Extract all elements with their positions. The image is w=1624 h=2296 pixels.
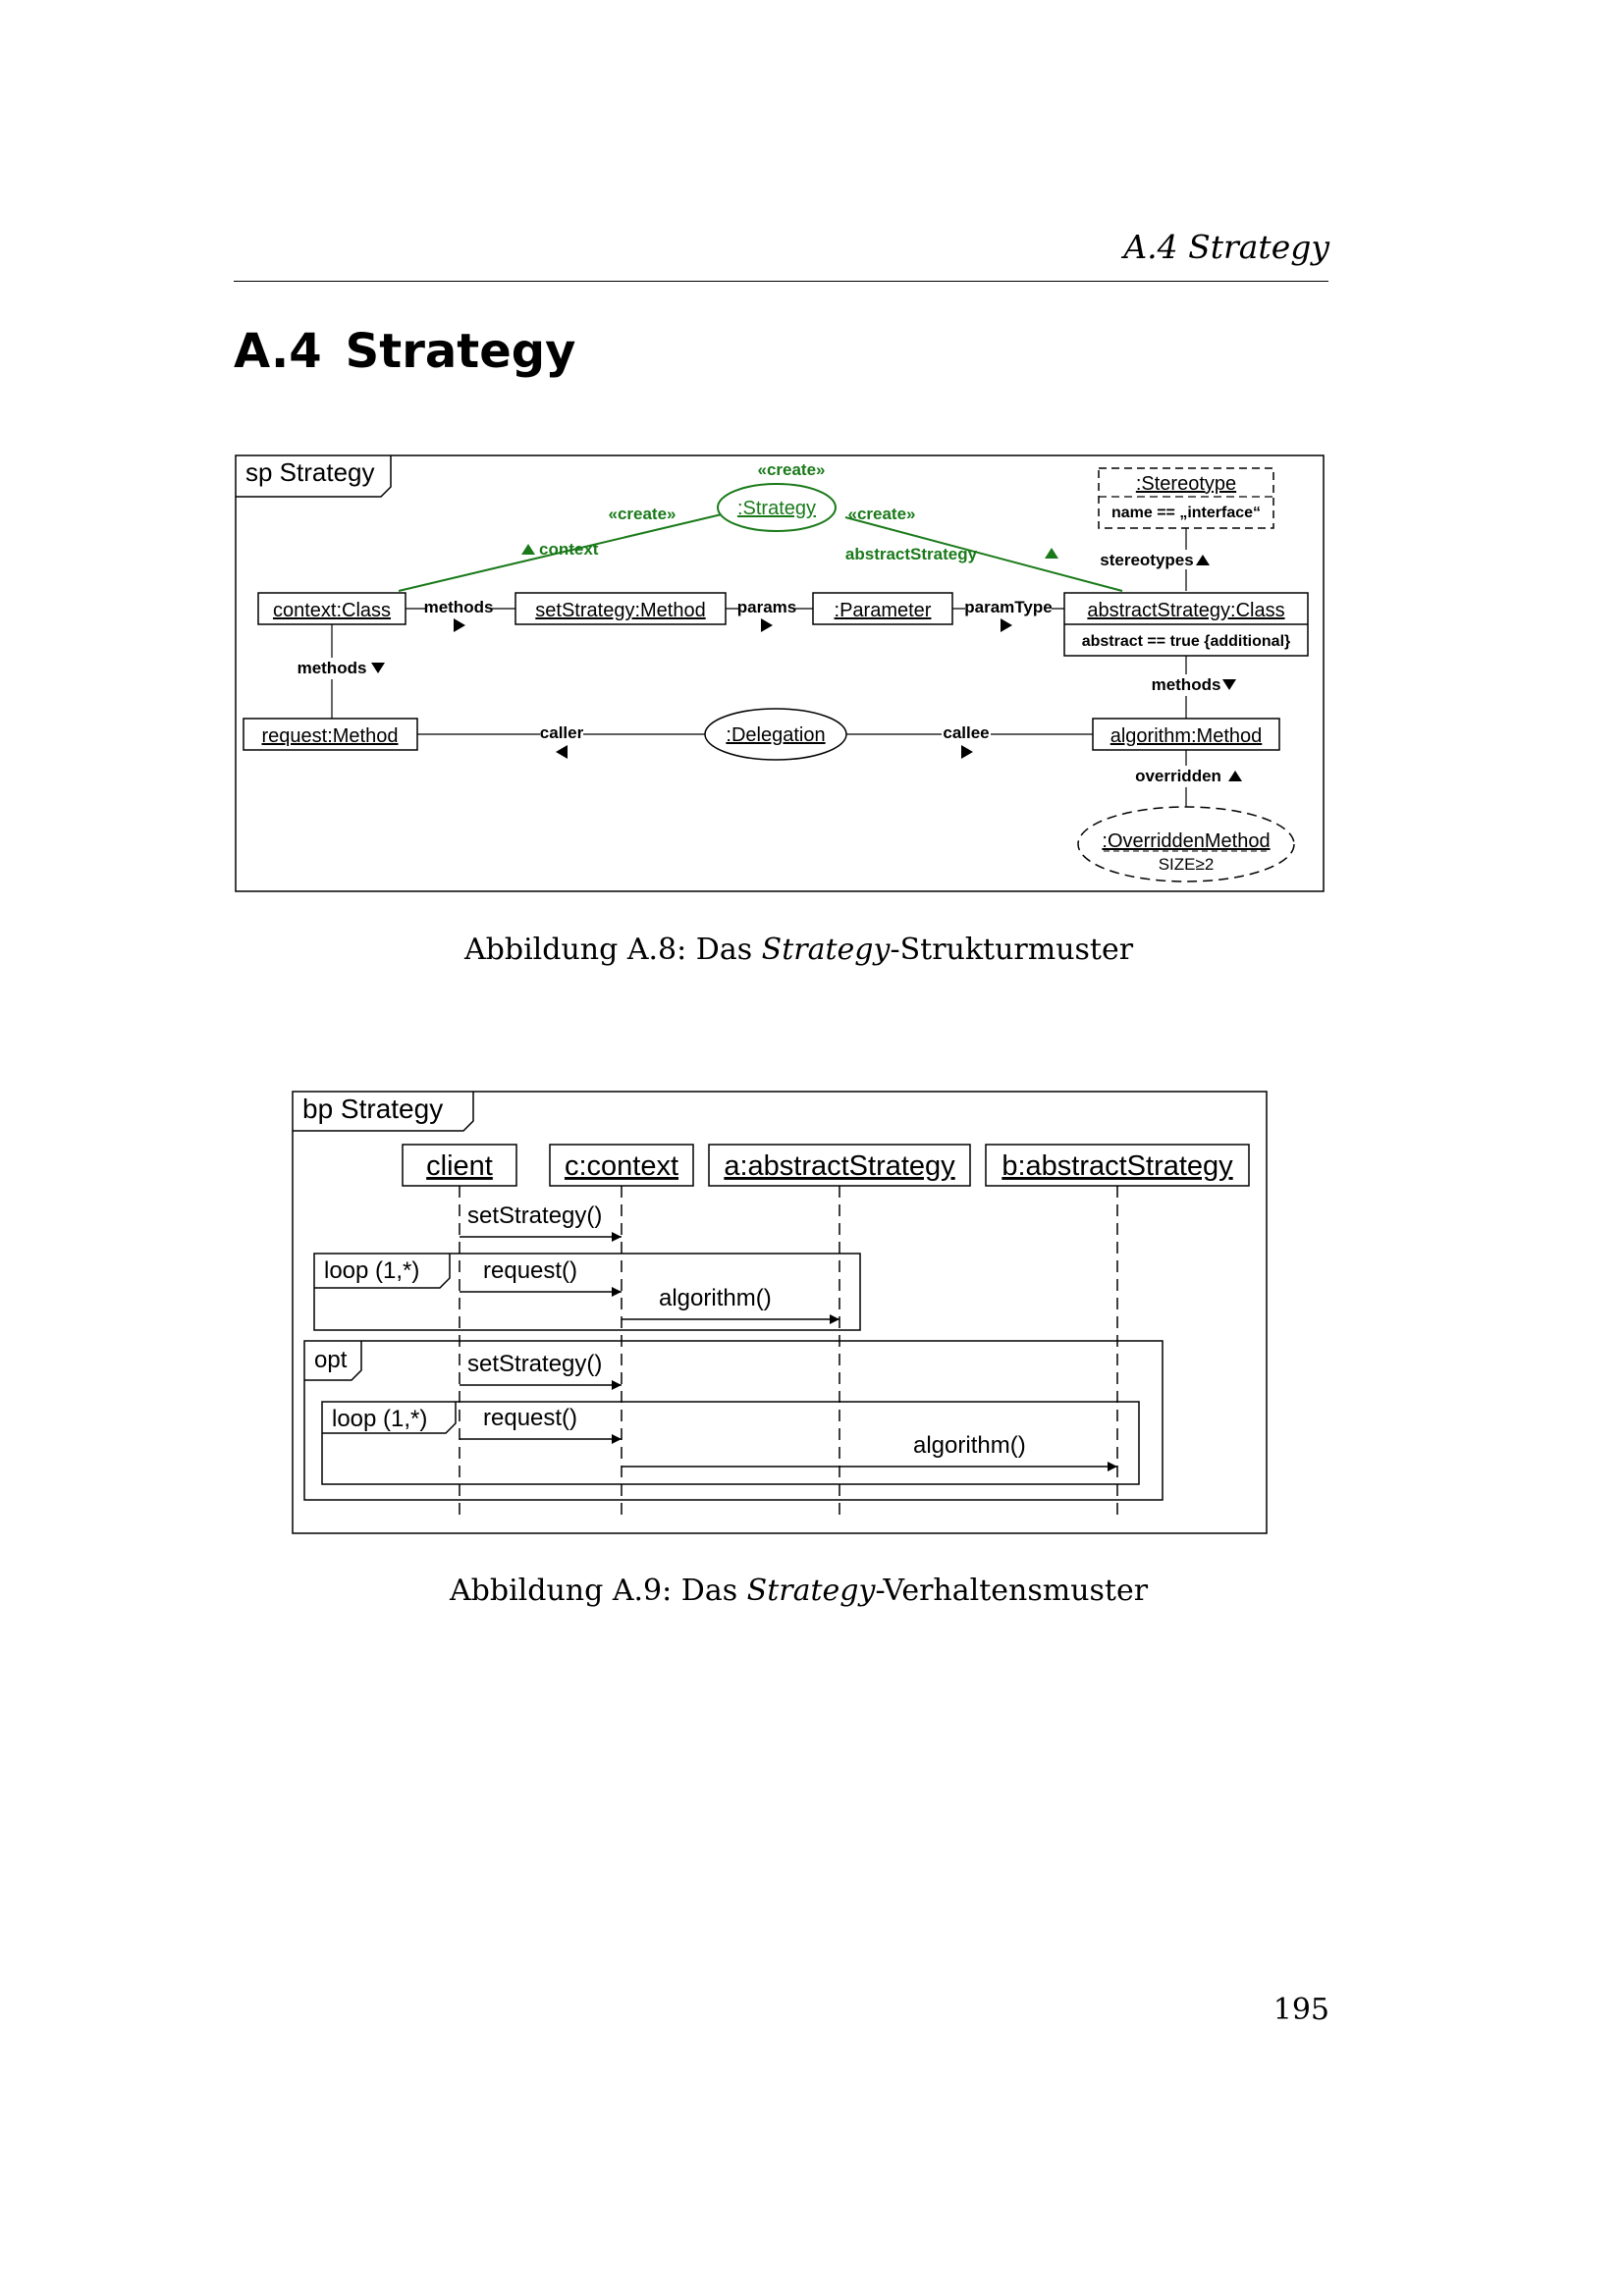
callee-arrow-icon xyxy=(961,745,973,759)
caption-a8-emph: Strategy xyxy=(761,933,891,967)
figure-a8-diagram xyxy=(234,454,1333,895)
request-method-label: request:Method xyxy=(261,725,399,747)
caption-a9 xyxy=(450,1574,1148,1608)
caller-label: caller xyxy=(539,723,584,742)
parameter-label: :Parameter xyxy=(834,600,932,621)
algorithm-method-label: algorithm:Method xyxy=(1110,725,1263,747)
caption-a8-prefix: Abbildung A.8: Das xyxy=(464,933,762,967)
message-set-strategy-1: setStrategy() xyxy=(467,1202,603,1229)
context-label: context xyxy=(539,540,599,559)
stereotype-constraint: name == „interface“ xyxy=(1110,505,1262,521)
methods-arrow-icon-1 xyxy=(454,618,465,632)
figure-a9-diagram xyxy=(291,1090,1272,1541)
running-head: A.4 Strategy xyxy=(1123,228,1329,266)
params-arrow-icon xyxy=(761,618,773,632)
caption-a8 xyxy=(464,933,1133,967)
abstract-strategy-class-label: abstractStrategy:Class xyxy=(1087,600,1285,621)
params-label: params xyxy=(736,598,797,616)
section-title xyxy=(234,324,575,379)
strategy-label: :Strategy xyxy=(736,498,817,519)
abstract-strategy-label: abstractStrategy xyxy=(844,545,978,563)
lifeline-client: client xyxy=(426,1150,493,1182)
methods-label-1: methods xyxy=(423,598,494,616)
create-right-label: «create» xyxy=(847,505,916,523)
stereotypes-label: stereotypes xyxy=(1100,551,1194,569)
frame-label: sp Strategy xyxy=(245,457,375,487)
caption-a9-prefix: Abbildung A.9: Das xyxy=(450,1574,747,1608)
delegation-label: :Delegation xyxy=(726,724,826,746)
message-request-1: request() xyxy=(483,1257,578,1284)
methods-label-3: methods xyxy=(1151,675,1221,694)
set-strategy-label: setStrategy:Method xyxy=(535,600,706,621)
abstract-strategy-arrow-icon xyxy=(1045,548,1058,559)
lifeline-a: a:abstractStrategy xyxy=(724,1150,955,1182)
context-class-label: context:Class xyxy=(272,600,392,621)
frame-label: bp Strategy xyxy=(302,1094,444,1124)
create-left-label: «create» xyxy=(608,505,677,523)
section-number: A.4 xyxy=(234,324,322,379)
header-rule xyxy=(234,281,1328,282)
caption-a8-suffix: -Strukturmuster xyxy=(890,933,1134,967)
message-set-strategy-2: setStrategy() xyxy=(467,1351,603,1377)
lifeline-context: c:context xyxy=(564,1150,679,1182)
caption-a9-emph: Strategy xyxy=(746,1574,876,1608)
create-top-label: «create» xyxy=(757,460,826,479)
opt-fragment xyxy=(304,1341,1163,1500)
section-title-text: Strategy xyxy=(345,324,576,379)
overridden-method-label: :OverriddenMethod xyxy=(1102,830,1271,852)
param-type-arrow-icon xyxy=(1001,618,1012,632)
methods-label-2: methods xyxy=(297,659,367,677)
message-algorithm-2: algorithm() xyxy=(913,1432,1026,1459)
loop-label-2: loop (1,*) xyxy=(332,1406,428,1432)
lifeline-b: b:abstractStrategy xyxy=(1001,1150,1233,1182)
context-arrow-icon xyxy=(521,544,535,555)
stereotype-label: :Stereotype xyxy=(1135,473,1237,495)
loop-label-1: loop (1,*) xyxy=(324,1257,420,1284)
page-number: 195 xyxy=(1272,1993,1329,2027)
abstract-constraint: abstract == true {additional} xyxy=(1081,633,1291,650)
caller-arrow-icon xyxy=(556,745,568,759)
message-algorithm-1: algorithm() xyxy=(659,1285,772,1311)
overridden-size: SIZE≥2 xyxy=(1158,855,1215,874)
overridden-label: overridden xyxy=(1135,767,1221,785)
param-type-label: paramType xyxy=(964,598,1053,616)
opt-label: opt xyxy=(314,1347,348,1373)
message-request-2: request() xyxy=(483,1405,578,1431)
callee-label: callee xyxy=(943,723,990,742)
caption-a9-suffix: -Verhaltensmuster xyxy=(875,1574,1149,1608)
